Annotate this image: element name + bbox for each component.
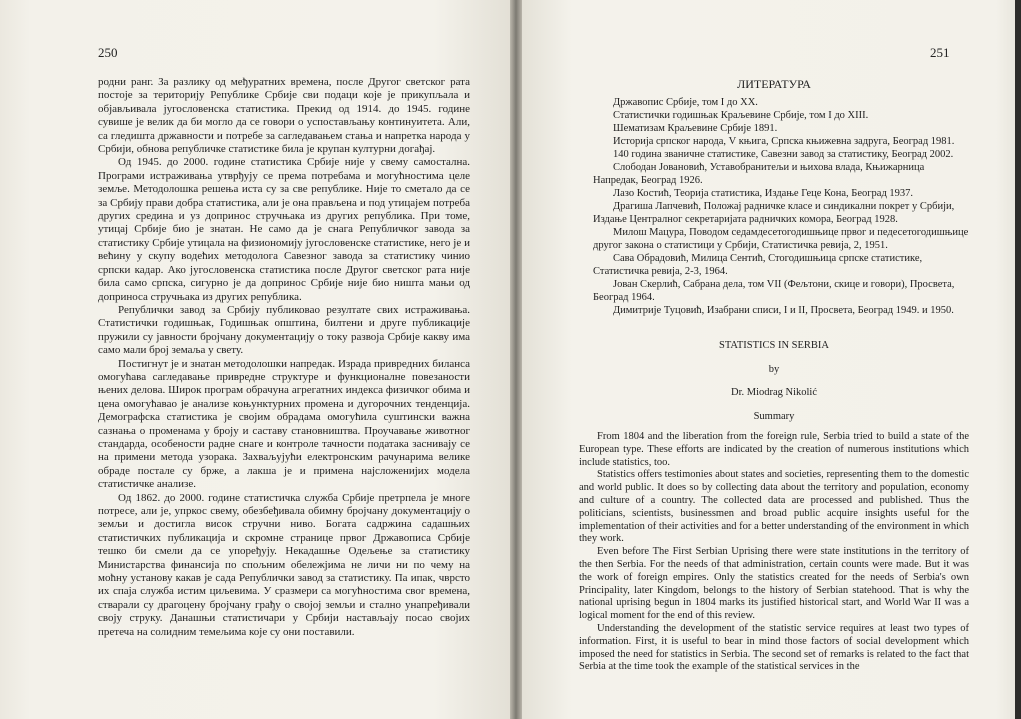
reference-item: Јован Скерлић, Сабрана дела, том VII (Фељтони, скице и говори), Просвета, Београд 1964. xyxy=(593,279,955,304)
reference-item: Шематизам Краљевине Србије 1891. xyxy=(613,123,778,135)
paragraph: Understanding the development of the statistic service requires at least two types of information. First, it is useful to bear in mind those factors of social development which imposed the need for statistics in Serbia. The second set of remarks is related to the fact that Serbia at the time took the example of the statistical services in the xyxy=(579,622,969,673)
page-number: 250 xyxy=(98,45,118,60)
english-title: STATISTICS IN SERBIA xyxy=(718,340,829,352)
left-page xyxy=(0,0,510,719)
paragraph: Statistics offers testimonies about states and societies, representing them to the domestic and world public. It does so by collecting data about the territory and population, economy and culture of a country. The collected data are processed and published. Thus the politicians, scientists, businessmen and broad public acquire insights useful for the implementation of their activities and for a better understanding of the environment in which they work. xyxy=(579,469,969,545)
reference-list xyxy=(579,96,969,317)
byline-by: by xyxy=(768,363,780,375)
references-heading: ЛИТЕРАТУРА xyxy=(737,77,811,91)
body-text xyxy=(579,78,969,674)
paragraph: From 1804 and the liberation from the foreign rule, Serbia tried to build a state of the European type. These efforts are indicated by the creation of numerous institutions which include statistics, too. xyxy=(579,431,969,468)
paragraph: Републички завод за Србију публиковао резултате свих истраживања. Статистички годишњак, Годишњак општина, билтени и друге публикације пружили су јавности бројчану документацију о току развоја Србије какву има само мали број земаља у свету. xyxy=(98,303,470,357)
reference-item: Слободан Јовановић, Уставобранитељи и њихова влада, Књижарница Напредак, Београд 1926. xyxy=(593,162,925,187)
reference-item: Државопис Србије, том I до XX. xyxy=(613,97,758,109)
reference-item: Сава Обрадовић, Милица Сентић, Стогодишњица српске статистике, Статистичка ревија, 2-3, 1964. xyxy=(593,253,923,278)
reference-item: Лазо Костић, Теорија статистика, Издање Геце Кона, Београд 1937. xyxy=(613,188,914,200)
reference-item: Милош Мацура, Поводом седамдесетогодишњице првог и педесетогодишњице другог закона о статистици у Србији, Статистичка ревија, 2, 1951. xyxy=(593,227,969,252)
reference-item: Статистички годишњак Краљевине Србије, том I до XIII. xyxy=(613,110,869,122)
english-summary xyxy=(579,431,969,674)
book-gutter xyxy=(510,0,522,719)
body-text xyxy=(98,76,470,639)
author-name: Dr. Miodrag Nikolić xyxy=(730,387,818,399)
reference-item: Драгиша Лапчевић, Положај радничке класе и синдикални покрет у Србији, Издање Централног секретаријата радничких комора, Београд 1928. xyxy=(593,201,955,226)
reference-item: Димитрије Туцовић, Изабрани списи, I и II, Просвета, Београд 1949. и 1950. xyxy=(613,305,954,317)
paragraph: Even before The First Serbian Uprising there were state institutions in the territory of the then Serbia. For the needs of that administration, certain counts were made. But it was the work of foreign empires. Only the statistics created for the needs of Serbia's own Principality, later Kingdom, belongs to the history of Serbian statehood. That is why the national uprising begun in 1804 marks its justified historical start, and World War II was a logical moment for the end of this review. xyxy=(579,546,969,622)
page-number: 251 xyxy=(930,45,950,60)
right-book-edge xyxy=(1015,0,1021,719)
reference-item: Историја српског народа, V књига, Српска књижевна задруга, Београд 1981. xyxy=(613,136,955,148)
reference-item: 140 година званичне статистике, Савезни завод за статистику, Београд 2002. xyxy=(613,149,954,161)
paragraph: Од 1862. до 2000. године статистичка служба Србије претрпела је многе потресе, али је, упркос свему, обезбеђивала обимну бројчану документацију о земљи и достигла висок стручни ниво. Богата садржина садашњих статистичких публикација и скромне странице првог Државописа Србије тешко би смели да се упоређују. Некадашње Одељење за статистику Министарства финансија по спољним обележјима не личи ни по чему на моћну установу какав је сада Републички завод за статистику. Па ипак, чврсто их спаја служба истим циљевима. У сразмери са могућностима свог времена, стварали су драгоцену бројчану грађу о својој земљи и стално унапређивали своју струку. Данашњи статистичари у Србији настављају посао својих претеча на солидним темељима које су они поставили. xyxy=(98,491,470,638)
summary-heading: Summary xyxy=(753,410,795,422)
paragraph: родни ранг. За разлику од међуратних времена, после Другог светског рата постоје за територију Републике Србије сви подаци које је прикупљала и објављивала југословенска статистика. Прекид од 1914. до 1945. године сувише је велик да би могло да се говори о успостављању континуитета. Али, са гледишта државности и потребе за сагледавањем стања и напретка народа у Србији, обнова републичке статистике била је крупан културни догађај. xyxy=(98,76,470,156)
paragraph: Постигнут је и знатан методолошки напредак. Израда привредних биланса омогућава сагледавање привредне структуре и функционалне повезаности њених делова. Широк програм обрачуна агрегатних индекса физичког обима и цена омогућавао је анализе коњунктурних промена и дугорочних тенденција. Демографска статистика је својим обрадама омогућила суштински важна сазнања о променама у броју и саставу становништва. Проучавање животног стандарда, особености радне снаге и контроле тачности података заснивају се на примени метода узорака. Захваљујући електронским рачунарима велике обраде постале су брже, а лакша је и примена најсложенијих модела статистичке анализе. xyxy=(98,357,470,491)
paragraph: Од 1945. до 2000. године статистика Србије није у свему самостална. Програми истраживања утврђују се према потребама и могућностима целе земље. Методолошка решења иста су за све републике. Није то сметало да се за Србију прави добра статистика, али је она прављена и под утицајем потреба других средина и уз допринос стручњака из других република. При томе, утицај Србије био је знатан. Не само да је снага Републичког завода за статистику Србије утицала на физиономију југословенске статистике, него је и већину у скупу водећих методолога Савезног завода за статистику чинио српски кадар. Ако југословенска статистика после Другог светског рата није била само српска, сигурно је да допринос Србије није био ништа мањи од доприноса стручњака из других република. xyxy=(98,156,470,303)
right-page xyxy=(522,0,1021,719)
